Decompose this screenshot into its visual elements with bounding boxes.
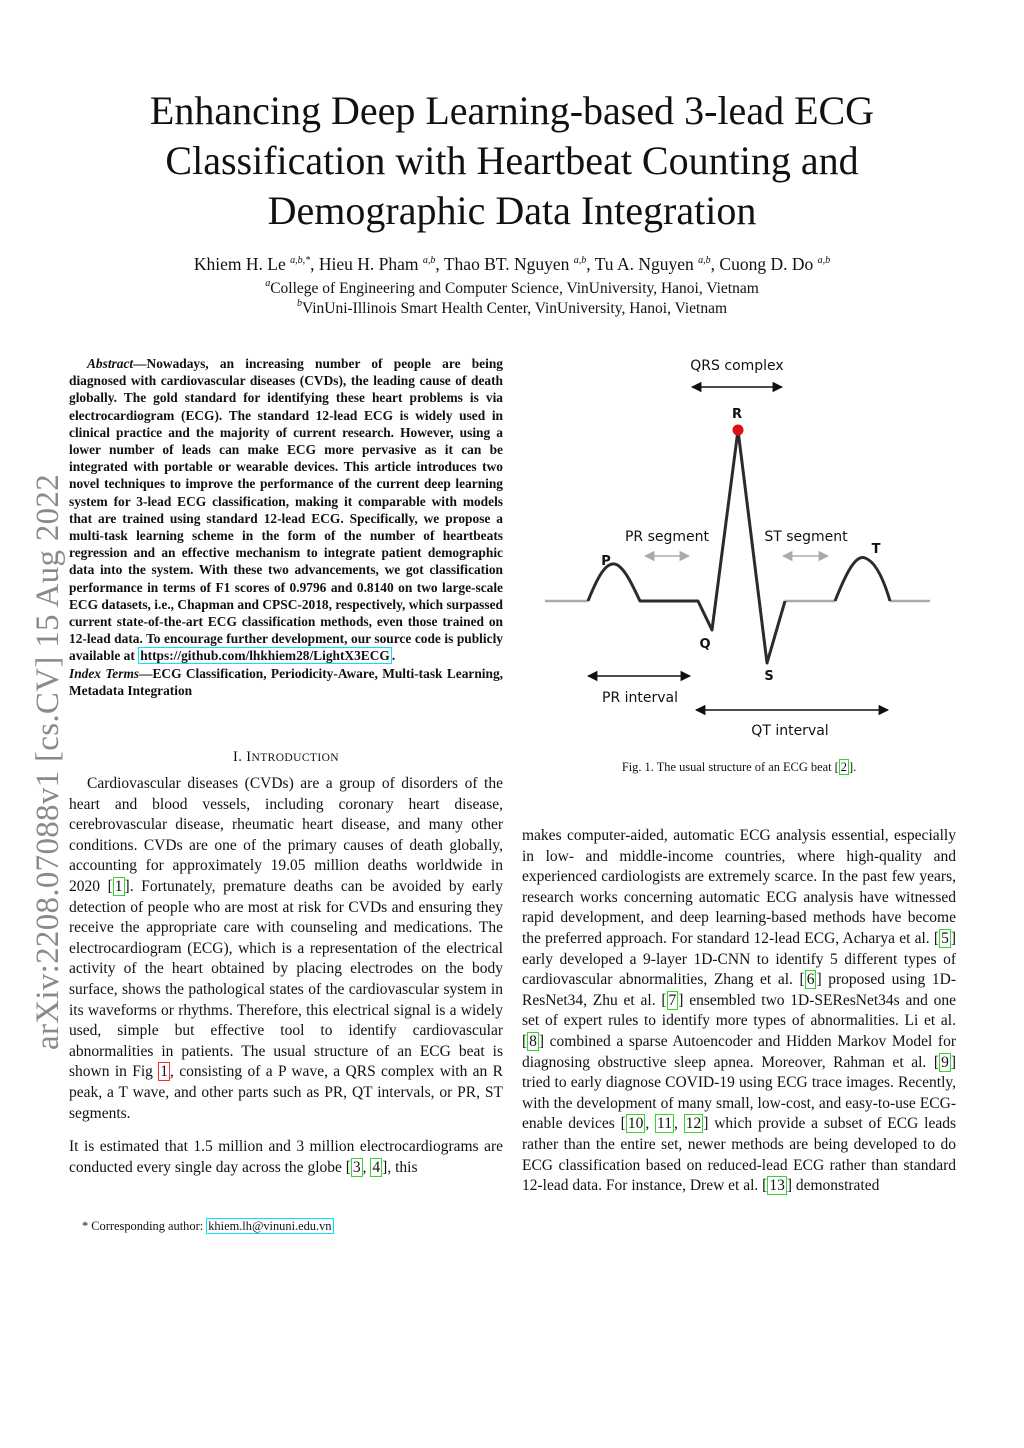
citation-link[interactable]: 7 [668,991,677,1009]
text-run: ] ensembled two 1D-SEResNet34s and one set of expert rules to identify more types of abnormalities. Li et al. [ [522,991,956,1050]
ecg-figure [540,346,940,746]
author-affil-mark: a,b [698,255,711,266]
text-run: ] early developed a 9-layer 1D-CNN to identify 5 different types of cardiovascular abnormalities, Zhang et al. [ [522,929,956,989]
affiliation-mark: b [296,298,302,309]
affiliation-mark: a [265,278,271,289]
text-run: ]. Fortunately, premature deaths can be avoided by early detection of people who are most at risk for CVDs and ensuring they receive the appropriate care with counseling and medications. The electrocardiogram (ECG), which is a representation of the electrical activity of the heart obtained by placing electrodes on the body surface, shows the pathological states of the cardiovascular system in its waveforms or rhythms. Therefore, this electrical signal is a widely used, simple but effective tool to identify cardiovascular abnormalities in patients. The usual structure of an ECG beat is shown in Fig [69,877,503,1081]
citation-link[interactable]: 9 [941,1053,949,1071]
index-terms-label: Index Terms [69,665,140,681]
section-title-rest: NTRODUCTION [251,752,339,764]
text-run: ], this [382,1158,418,1176]
affiliation-text: VinUni-Illinois Smart Health Center, VinUniversity, Hanoi, Vietnam [301,300,728,317]
author-name: Tu A. Nguyen [594,254,694,274]
p-wave-label: P [601,554,611,569]
text-run: ] combined a sparse Autoencoder and Hidden Markov Model for diagnosing obstructive sleep apnea. Moreover, Rahman et al. [ [522,1032,956,1071]
footnote [82,1219,334,1234]
text-run: Cardiovascular diseases (CVDs) are a group of disorders of the heart and blood vessels, including coronary heart disease, cerebrovascular disease, rheumatic heart disease, and many other conditions. CVDs are one of the primary causes of death globally, accounting for approximately 19.05 million deaths worldwide in 2020 [ [69,775,503,895]
citation-link[interactable]: 12 [685,1115,702,1133]
code-link[interactable]: https://github.com/lhkhiem28/LightX3ECG [140,648,390,664]
author-name: Khiem H. Le [193,254,286,274]
figure-caption [522,760,956,775]
text-run: ] demonstrated [786,1177,880,1195]
intro-paragraph [69,1137,503,1178]
pr-segment-label: PR segment [624,529,710,545]
pr-interval-label: PR interval [602,690,678,706]
author-list: Khiem H. Le $^{a,b,*}$, Hieu H. Pham $^{a,b}$, Thao BT. Nguyen $^{a,b}$, Tu A. Nguyen $^{a,b}$, Cuong D. Do $^{a,b}$ [193,254,831,274]
text-run: ] tried to early diagnose COVID-19 using ECG trace images. Recently, with the development of many small, low-cost, and easy-to-use ECG-enable devices [ [522,1053,956,1133]
section-heading [69,749,503,766]
citation-link[interactable]: 6 [806,971,815,989]
figure-ref-link[interactable]: 1 [160,1063,169,1081]
paper-title: Enhancing Deep Learning-based 3-lead ECG Classification with Heartbeat Counting and Demographic Data Integration [149,88,875,233]
st-segment-label: ST segment [764,529,848,545]
author-affil-mark: a,b,* [290,255,311,266]
section-title-first: I [246,749,252,765]
right-column-text [522,826,956,1197]
separator: , [645,1115,656,1133]
citation-link[interactable]: 2 [840,760,847,774]
citation-link[interactable]: 1 [114,877,123,895]
index-terms-text: —ECG Classification, Periodicity-Aware, Multi-task Learning, Metadata Integration [69,665,503,698]
s-point-label: S [764,669,774,684]
citation-link[interactable]: 11 [657,1115,672,1133]
citation-link[interactable]: 10 [627,1115,644,1133]
text-run: It is estimated that 1.5 million and 3 million electrocardiograms are conducted every single day across the globe [ [69,1138,503,1176]
t-wave-label: T [871,542,881,557]
citation-link[interactable]: 4 [372,1158,381,1176]
r-peak-marker [733,425,744,436]
text-run: ] proposed using 1D-ResNet34, Zhu et al. [ [522,971,956,1009]
abstract [69,355,503,699]
text-run: ] which provide a subset of ECG leads rather than the entire set, newer methods are being developed to do ECG classification based on reduced-lead ECG rather than standard 12-lead data. For instance, Drew et al. [ [522,1115,957,1195]
affiliation-text: College of Engineering and Computer Science, VinUniversity, Hanoi, Vietnam [270,280,759,297]
t-wave-trace [835,558,890,601]
q-point-label: Q [699,637,711,652]
citation-link[interactable]: 13 [769,1177,785,1195]
text-run: , consisting of a P wave, a QRS complex with an R peak, a T wave, and other parts such as PR, QT intervals, or PR, ST segments. [69,1063,503,1122]
author-name: Hieu H. Pham [318,254,419,274]
intro-text [69,774,503,1178]
author-name: Cuong D. Do [719,254,814,274]
affiliation-b [100,300,924,318]
citation-link[interactable]: 8 [529,1032,537,1050]
author-affil-mark: a,b [422,255,436,266]
citation-link[interactable]: 5 [941,929,949,947]
separator: , [362,1158,371,1176]
body-paragraph [522,826,956,1197]
abstract-text: —Nowadays, an increasing number of people are being diagnosed with cardiovascular diseases (CVDs), the leading cause of death globally. The gold standard for identifying these heart problems is via electrocardiogram (ECG). The standard 12-lead ECG is widely used in clinical practice and the majority of current research. However, using a lower number of leads can make ECG more pervasive as it can be integrated with portable or wearable devices. This article introduces two novel techniques to improve the performance of the current deep learning system for 3-lead ECG classification, making it comparable with models that are trained using standard 12-lead ECG. Specifically, we propose a multi-task learning scheme in the form of the number of heartbeats regression and an effective mechanism to integrate patient demographic data into the system. With these two advancements, we got classification performance in terms of F1 scores of 0.9796 and 0.8140 on two large-scale ECG datasets, i.e., Chapman and CPSC-2018, respectively, which surpassed current state-of-the-art ECG classification methods, even those trained on 12-lead data. To encourage further development, our source code is publicly available at [69,356,503,664]
footnote-text: * Corresponding author: [82,1219,207,1233]
author-email-link[interactable]: khiem.lh@vinuni.edu.vn [208,1219,332,1233]
citation-link[interactable]: 3 [352,1158,361,1176]
author-name: Thao BT. Nguyen [443,254,570,274]
author-affil-mark: a,b [573,255,587,266]
affiliation-a [100,280,924,298]
arxiv-identifier: arXiv:2208.07088v1 [cs.CV] 15 Aug 2022 [30,473,66,1050]
qrs-complex-label: QRS complex [690,358,784,374]
caption-text: Fig. 1. The usual structure of an ECG beat [ [621,760,839,774]
r-peak-label: R [731,407,743,422]
qt-interval-label: QT interval [751,723,829,739]
section-number: I. [233,749,243,765]
caption-end: ]. [848,760,857,774]
author-affil-mark: a,b [817,255,831,266]
abstract-end: . [391,648,396,664]
ecg-trace [588,430,785,663]
text-run: makes computer-aided, automatic ECG analysis essential, especially in low- and middle-income countries, where high-quality and experienced cardiologists are extremely scarce. In the past few years, research works concerning automatic ECG analysis have witnessed rapid development, and deep learning-based methods have become the preferred approach. For standard 12-lead ECG, Acharya et al. [ [522,827,956,947]
separator: , [673,1115,684,1133]
ecg-diagram [540,346,940,746]
abstract-label: Abstract [87,356,134,371]
intro-paragraph [69,774,503,1124]
